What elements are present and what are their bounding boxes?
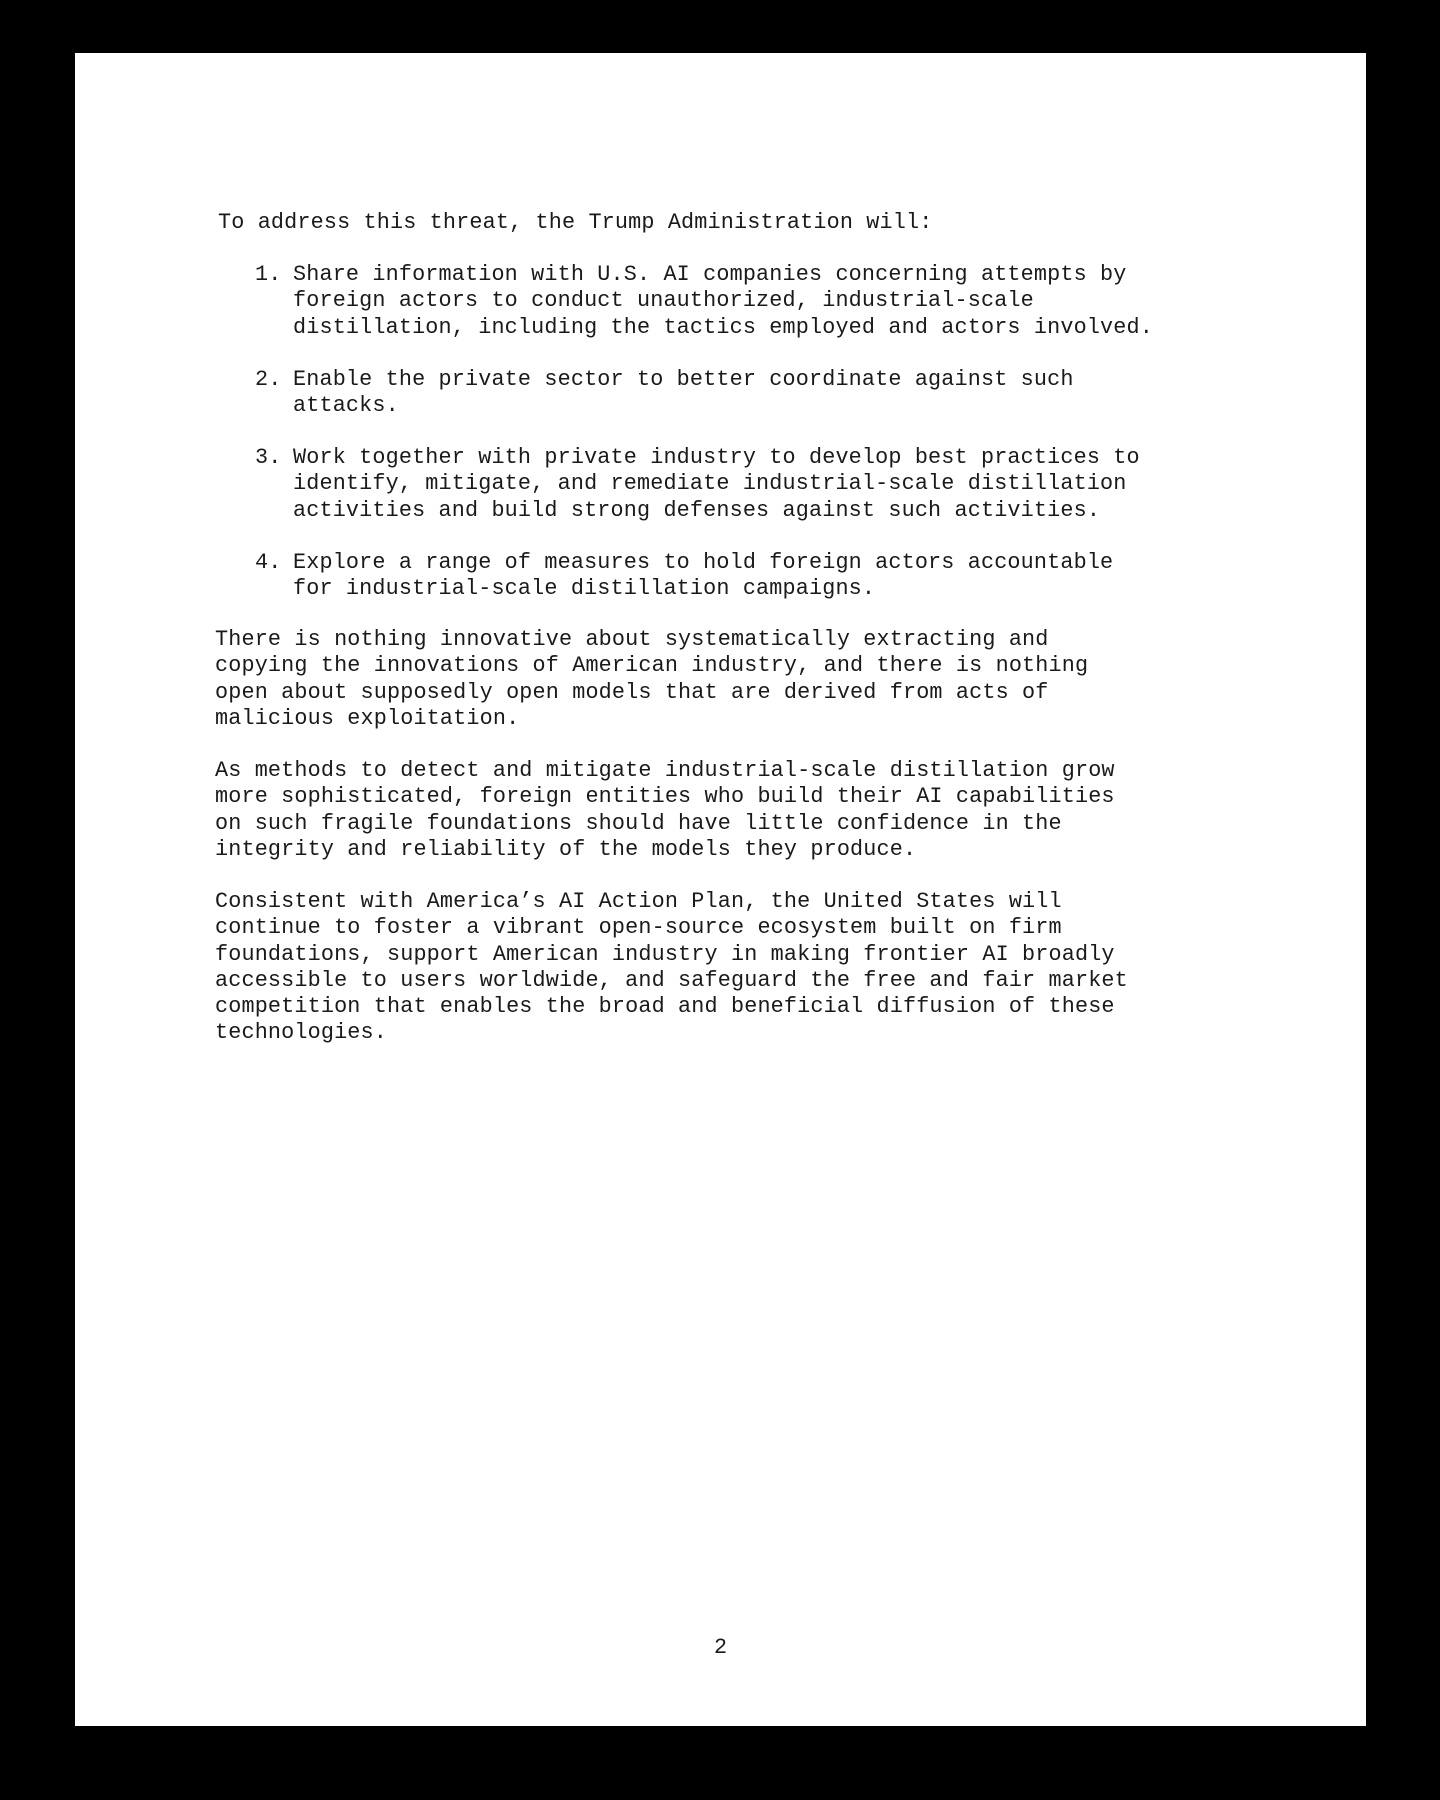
list-item (255, 367, 1074, 420)
body-paragraph: There is nothing innovative about systematically extracting and copying the innovations of American industry, and there is nothing open about supposedly open models that are derived from acts of malicious exploitation. (215, 627, 1089, 731)
list-item-text: Explore a range of measures to hold foreign actors accountable for industrial-scale distillation campaigns. (293, 550, 1114, 602)
list-item-text: Share information with U.S. AI companies concerning attempts by foreign actors to conduct unauthorized, industrial-scale distillation, including the tactics employed and actors involved. (293, 262, 1153, 340)
list-item-number: 1. (255, 262, 282, 287)
list-item-number: 2. (255, 367, 282, 392)
intro-sentence: To address this threat, the Trump Administration will: (218, 210, 933, 235)
list-item (255, 445, 1140, 524)
list-item-text: Work together with private industry to develop best practices to identify, mitigate, and remediate industrial-scale distillation activities and build strong defenses against such activities. (293, 445, 1140, 523)
list-item-number: 4. (255, 550, 282, 575)
body-paragraph: Consistent with America’s AI Action Plan, the United States will continue to foster a vibrant open-source ecosystem built on firm foundations, support American industry in making frontier AI broadly accessible to users worldwide, and safeguard the free and fair market competition that enables the broad and beneficial diffusion of these technologies. (215, 889, 1128, 1046)
document-page (75, 53, 1366, 1726)
list-item (255, 550, 1113, 603)
list-item-number: 3. (255, 445, 282, 470)
page-number: 2 (713, 1635, 728, 1660)
list-item-text: Enable the private sector to better coordinate against such attacks. (293, 367, 1074, 419)
list-item (255, 262, 1153, 341)
body-paragraph: As methods to detect and mitigate industrial-scale distillation grow more sophisticated, foreign entities who build their AI capabilities on such fragile foundations should have little confidence in the integrity and reliability of the models they produce. (215, 758, 1115, 862)
